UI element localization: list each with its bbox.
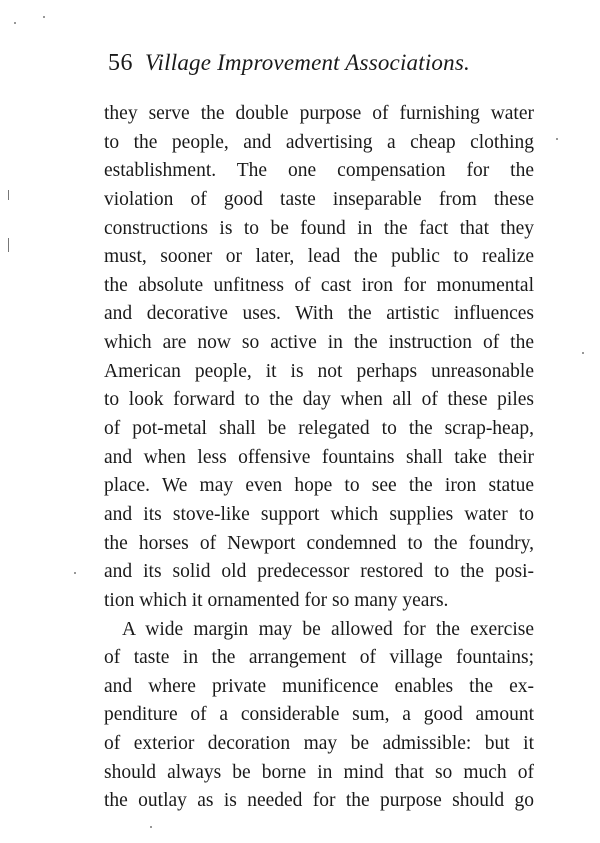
scan-speck <box>8 238 9 252</box>
text-line: A wide margin may be allowed for the exercise <box>122 618 534 640</box>
text-line: which are now so active in the instruction of the <box>104 332 534 354</box>
text-line: and decorative uses. With the artistic influences <box>104 303 534 325</box>
running-title: Village Improvement Associations. <box>145 50 470 75</box>
text-line: and when less offensive fountains shall take their <box>104 446 534 468</box>
text-line: American people, it is not perhaps unreasonable <box>104 360 534 382</box>
scan-speck <box>43 16 45 18</box>
text-line: violation of good taste inseparable from these <box>104 188 534 210</box>
text-line: and its stove-like support which supplies water to <box>104 503 534 525</box>
text-line: establishment. The one compensation for the <box>104 160 534 182</box>
paragraph-2 <box>104 616 534 816</box>
text-line: the outlay as is needed for the purpose should go <box>104 790 534 812</box>
text-line: tion which it ornamented for so many years. <box>104 589 449 611</box>
page-number: 56 <box>108 50 133 76</box>
body-text <box>104 100 534 816</box>
text-line: and its solid old predecessor restored to the posi- <box>104 561 534 583</box>
text-line: the absolute unfitness of cast iron for monumental <box>104 274 534 296</box>
scan-speck <box>14 22 16 24</box>
text-line: should always be borne in mind that so much of <box>104 761 534 783</box>
text-line: they serve the double purpose of furnishing water <box>104 103 534 124</box>
text-line: to look forward to the day when all of these piles <box>104 389 534 411</box>
text-line: the horses of Newport condemned to the foundry, <box>104 532 534 554</box>
scan-speck <box>150 826 152 828</box>
text-line: to the people, and advertising a cheap clothing <box>104 131 534 153</box>
scan-speck <box>556 138 558 140</box>
text-line: of exterior decoration may be admissible: but it <box>104 733 534 755</box>
page-header <box>108 50 548 80</box>
text-line: of taste in the arrangement of village fountains; <box>104 647 534 669</box>
text-line: penditure of a considerable sum, a good amount <box>104 704 534 726</box>
text-line: of pot-metal shall be relegated to the scrap-heap, <box>104 418 534 440</box>
text-line: constructions is to be found in the fact that they <box>104 217 534 239</box>
text-line: and where private munificence enables the ex- <box>104 675 534 697</box>
paragraph-1 <box>104 100 534 616</box>
scan-speck <box>74 572 76 574</box>
scan-speck <box>8 190 9 200</box>
text-line: place. We may even hope to see the iron statue <box>104 475 534 497</box>
scan-speck <box>582 352 584 354</box>
text-line: must, sooner or later, lead the public to realize <box>104 246 534 268</box>
